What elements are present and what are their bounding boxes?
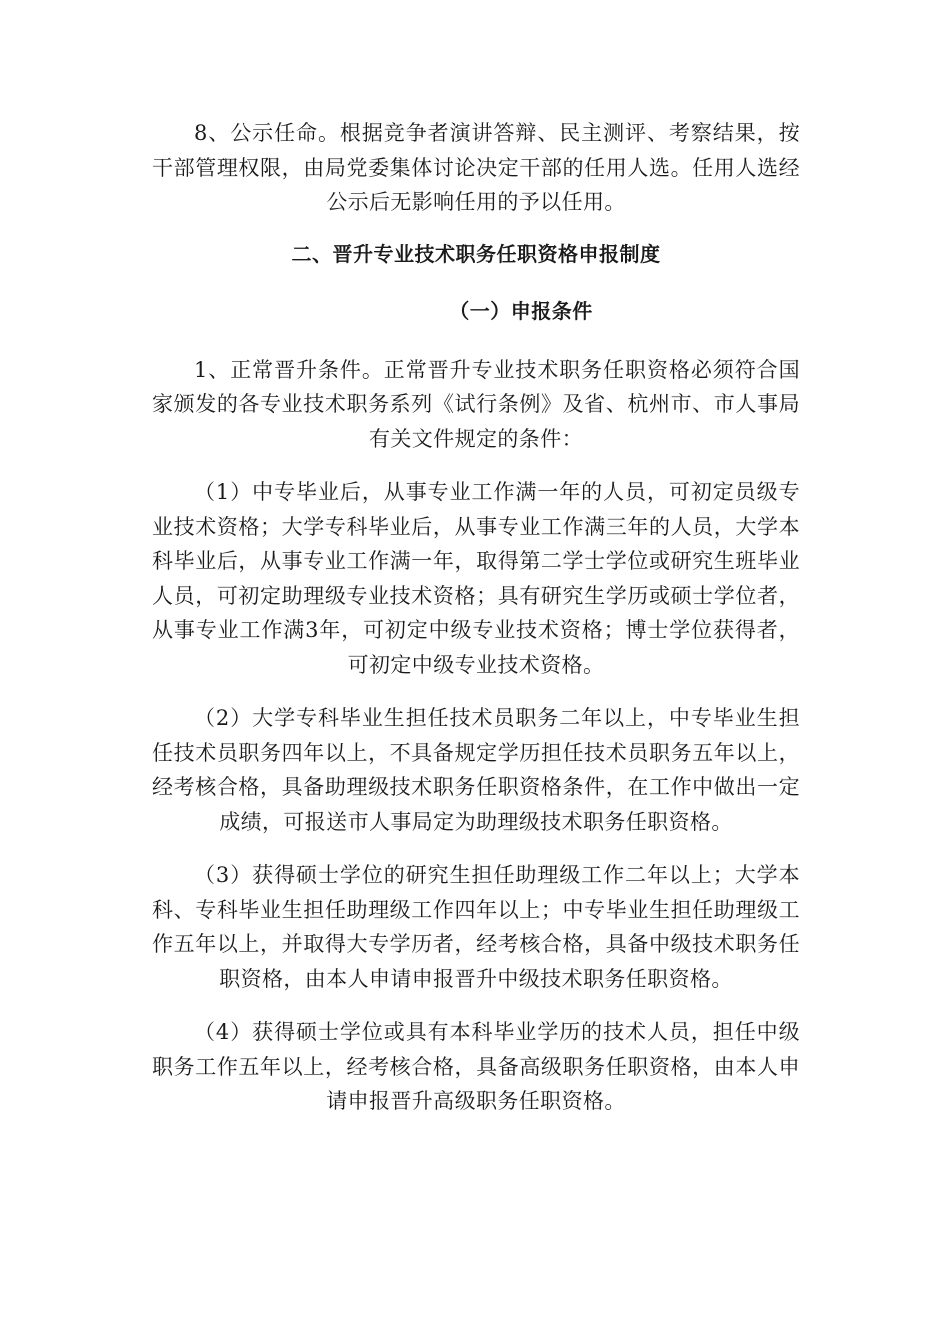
paragraph-appointment: 8、公示任命。根据竞争者演讲答辩、民主测评、考察结果，按干部管理权限，由局党委集体讨论决定干部的任用人选。任用人选经公示后无影响任用的予以任用。: [152, 121, 800, 214]
document-page: [152, 116, 800, 1138]
section-title: 二、晋升专业技术职务任职资格申报制度: [291, 241, 661, 266]
paragraph-condition-2: （2）大学专科毕业生担任技术员职务二年以上，中专毕业生担任技术员职务四年以上，不具备规定学历担任技术员职务五年以上，经考核合格，具备助理级技术职务任职资格条件，在工作中做出一定成绩，可报送市人事局定为助理级技术职务任职资格。: [152, 706, 800, 834]
paragraph-condition-4: （4）获得硕士学位或具有本科毕业学历的技术人员，担任中级职务工作五年以上，经考核合格，具备高级职务任职资格，由本人申请申报晋升高级职务任职资格。: [152, 1020, 800, 1113]
subsection-title: （一）申报条件: [449, 298, 593, 323]
paragraph-normal-promotion: 1、正常晋升条件。正常晋升专业技术职务任职资格必须符合国家颁发的各专业技术职务系列《试行条例》及省、杭州市、市人事局有关文件规定的条件：: [152, 357, 800, 451]
paragraph-condition-3: （3）获得硕士学位的研究生担任助理级工作二年以上；大学本科、专科毕业生担任助理级工作四年以上；中专毕业生担任助理级工作五年以上，并取得大专学历者，经考核合格，具备中级技术职务任职资格，由本人申请申报晋升中级技术职务任职资格。: [152, 863, 800, 991]
paragraph-condition-1: （1）中专毕业后，从事专业工作满一年的人员，可初定员级专业技术资格；大学专科毕业后，从事专业工作满三年的人员，大学本科毕业后，从事专业工作满一年，取得第二学士学位或研究生班毕业人员，可初定助理级专业技术资格；具有研究生学历或硕士学位者，从事专业工作满3年，可初定中级专业技术资格；博士学位获得者，可初定中级专业技术资格。: [152, 480, 800, 677]
